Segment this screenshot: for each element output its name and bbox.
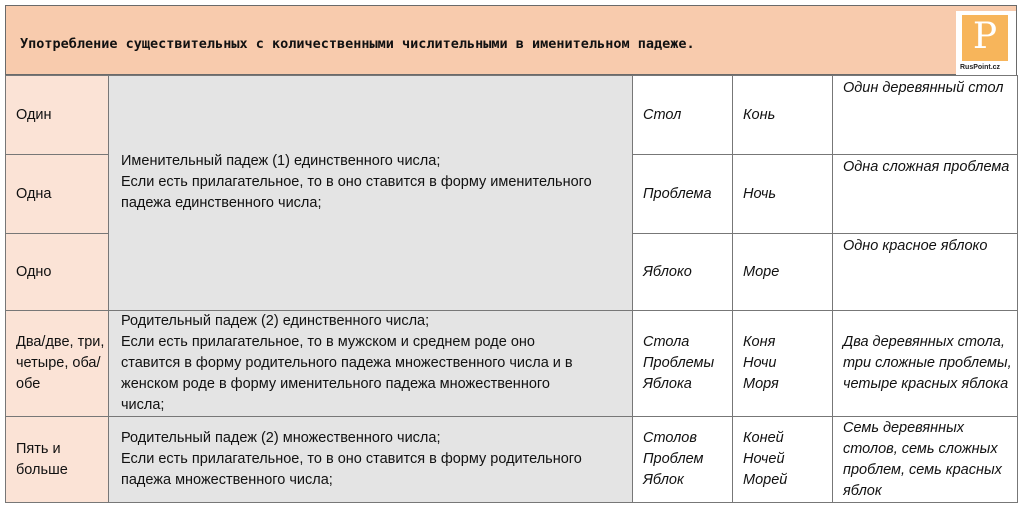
table-header bbox=[5, 5, 1017, 75]
ruspoint-logo[interactable] bbox=[956, 11, 1016, 75]
example-cell: Одна сложная проблема bbox=[833, 155, 1018, 234]
rule-line: Родительный падеж (2) единственного числа; bbox=[121, 313, 430, 329]
noun-cell bbox=[733, 155, 833, 234]
noun-form: Проблема bbox=[643, 185, 712, 202]
noun-form: Коней bbox=[743, 430, 784, 446]
logo-text: RusPoint.cz bbox=[960, 64, 1001, 71]
noun-form: Яблок bbox=[643, 472, 684, 488]
grammar-table bbox=[5, 75, 1018, 503]
rule-line: Если есть прилагательное, то в мужском и среднем роде оно bbox=[121, 334, 535, 350]
noun-form: Стола bbox=[643, 334, 690, 350]
noun-form: Коня bbox=[743, 334, 776, 350]
table-row bbox=[6, 417, 1018, 503]
noun-cell bbox=[733, 234, 833, 311]
rule-line: ставится в форму родительного падежа множественного числа и в bbox=[121, 355, 573, 371]
numeral-cell: Один bbox=[6, 76, 109, 155]
logo-icon bbox=[962, 15, 1008, 61]
noun-cell bbox=[633, 155, 733, 234]
rule-line: Родительный падеж (2) множественного числа; bbox=[121, 430, 441, 446]
noun-cell bbox=[633, 234, 733, 311]
noun-form: Проблем bbox=[643, 451, 704, 467]
rule-line: падежа единственного числа; bbox=[121, 195, 322, 211]
noun-form: Моря bbox=[743, 376, 779, 392]
example-cell: Одно красное яблоко bbox=[833, 234, 1018, 311]
rule-line: Если есть прилагательное, то в оно ставится в форму именительного bbox=[121, 174, 592, 190]
numeral-cell: Пять и больше bbox=[6, 417, 109, 503]
noun-form: Ночей bbox=[743, 451, 785, 467]
noun-cell bbox=[633, 417, 733, 503]
noun-form: Проблемы bbox=[643, 355, 715, 371]
noun-form: Яблоко bbox=[643, 263, 692, 280]
page-title: Употребление существительных с количественными числительными в именительном падеже. bbox=[20, 36, 695, 52]
logo-letter: P bbox=[972, 16, 998, 57]
noun-cell bbox=[733, 311, 833, 417]
rule-line: падежа множественного числа; bbox=[121, 472, 333, 488]
rule-cell bbox=[109, 311, 633, 417]
table-row bbox=[6, 311, 1018, 417]
noun-form: Конь bbox=[743, 106, 776, 123]
noun-form: Ночи bbox=[743, 355, 777, 371]
noun-form: Столов bbox=[643, 430, 697, 446]
table-row bbox=[6, 76, 1018, 155]
rule-line: Если есть прилагательное, то в оно ставится в форму родительного bbox=[121, 451, 582, 467]
numeral-cell: Два/две, три, четыре, оба/обе bbox=[6, 311, 109, 417]
numeral-cell: Одно bbox=[6, 234, 109, 311]
example-cell: Один деревянный стол bbox=[833, 76, 1018, 155]
rule-cell bbox=[109, 76, 633, 311]
noun-form: Морей bbox=[743, 472, 788, 488]
noun-form: Стол bbox=[643, 106, 682, 123]
example-cell: Семь деревянных столов, семь сложных проблем, семь красных яблок bbox=[833, 417, 1018, 503]
noun-form: Море bbox=[743, 263, 780, 280]
rule-cell bbox=[109, 417, 633, 503]
example-cell: Два деревянных стола, три сложные проблемы, четыре красных яблока bbox=[833, 311, 1018, 417]
numeral-cell: Одна bbox=[6, 155, 109, 234]
noun-cell bbox=[633, 76, 733, 155]
rule-line: числа; bbox=[121, 397, 165, 413]
noun-cell bbox=[733, 417, 833, 503]
noun-cell bbox=[733, 76, 833, 155]
rule-line: женском роде в форму именительного падежа множественного bbox=[121, 376, 550, 392]
noun-form: Ночь bbox=[743, 185, 777, 202]
rule-line: Именительный падеж (1) единственного числа; bbox=[121, 153, 441, 169]
noun-cell bbox=[633, 311, 733, 417]
noun-form: Яблока bbox=[643, 376, 692, 392]
